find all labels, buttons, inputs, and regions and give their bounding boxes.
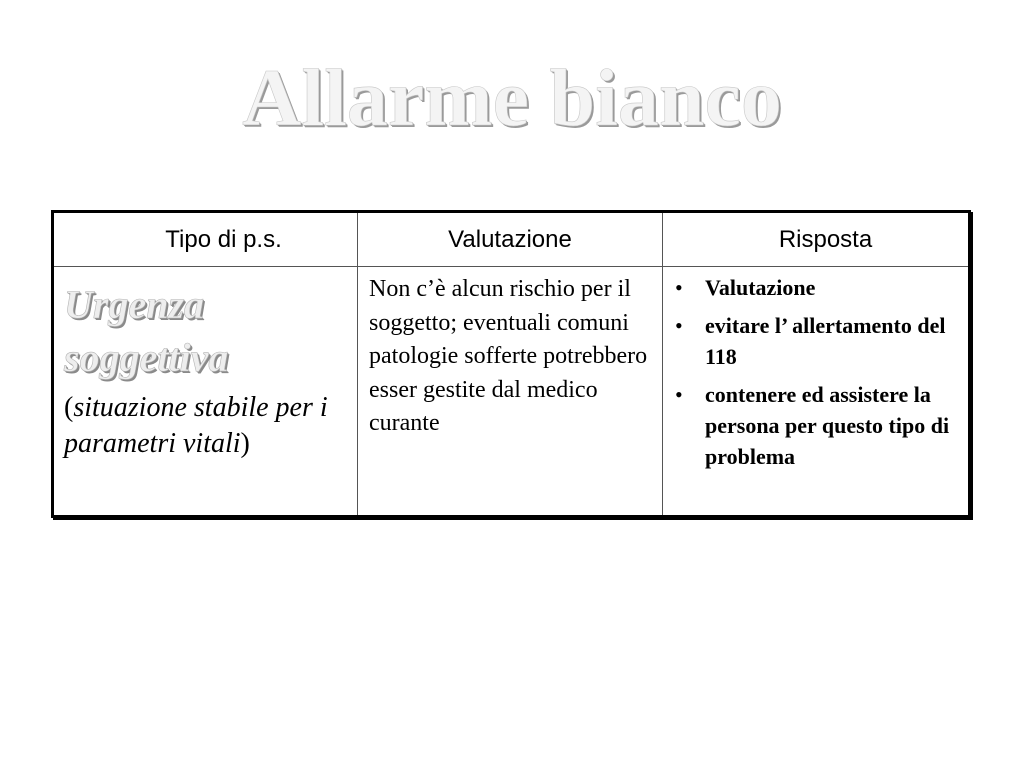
- condition-paren-close: ): [240, 428, 250, 459]
- header-valutazione: Valutazione: [448, 226, 572, 253]
- condition-body: situazione stabile per i parametri vitali: [64, 392, 328, 459]
- cell-valutazione: Non c’è alcun rischio per il soggetto; eventuali comuni patologie sofferte potrebbero esser gestite dal medico curante: [369, 276, 648, 436]
- header-tipo: Tipo di p.s.: [165, 226, 282, 253]
- list-item: • Valutazione: [669, 272, 965, 303]
- slide-title: Allarme bianco: [242, 52, 782, 143]
- bullet-icon: •: [675, 382, 683, 407]
- condition-paren-open: (: [64, 392, 74, 423]
- list-item: • contenere ed assistere la persona per questo tipo di problema: [669, 379, 965, 472]
- triage-table: [51, 210, 971, 518]
- cell-risposta: [669, 272, 965, 479]
- list-item: • evitare l’ allertamento del 118: [669, 310, 965, 372]
- urgency-label-line1: Urgenza: [64, 282, 205, 327]
- bullet-icon: •: [675, 275, 683, 300]
- risposta-list: [669, 272, 965, 472]
- cell-tipo: [64, 267, 354, 462]
- condition-text: [64, 390, 354, 462]
- bullet-icon: •: [675, 313, 683, 338]
- urgency-label-line2: soggettiva: [64, 335, 229, 380]
- header-risposta: Risposta: [778, 226, 873, 253]
